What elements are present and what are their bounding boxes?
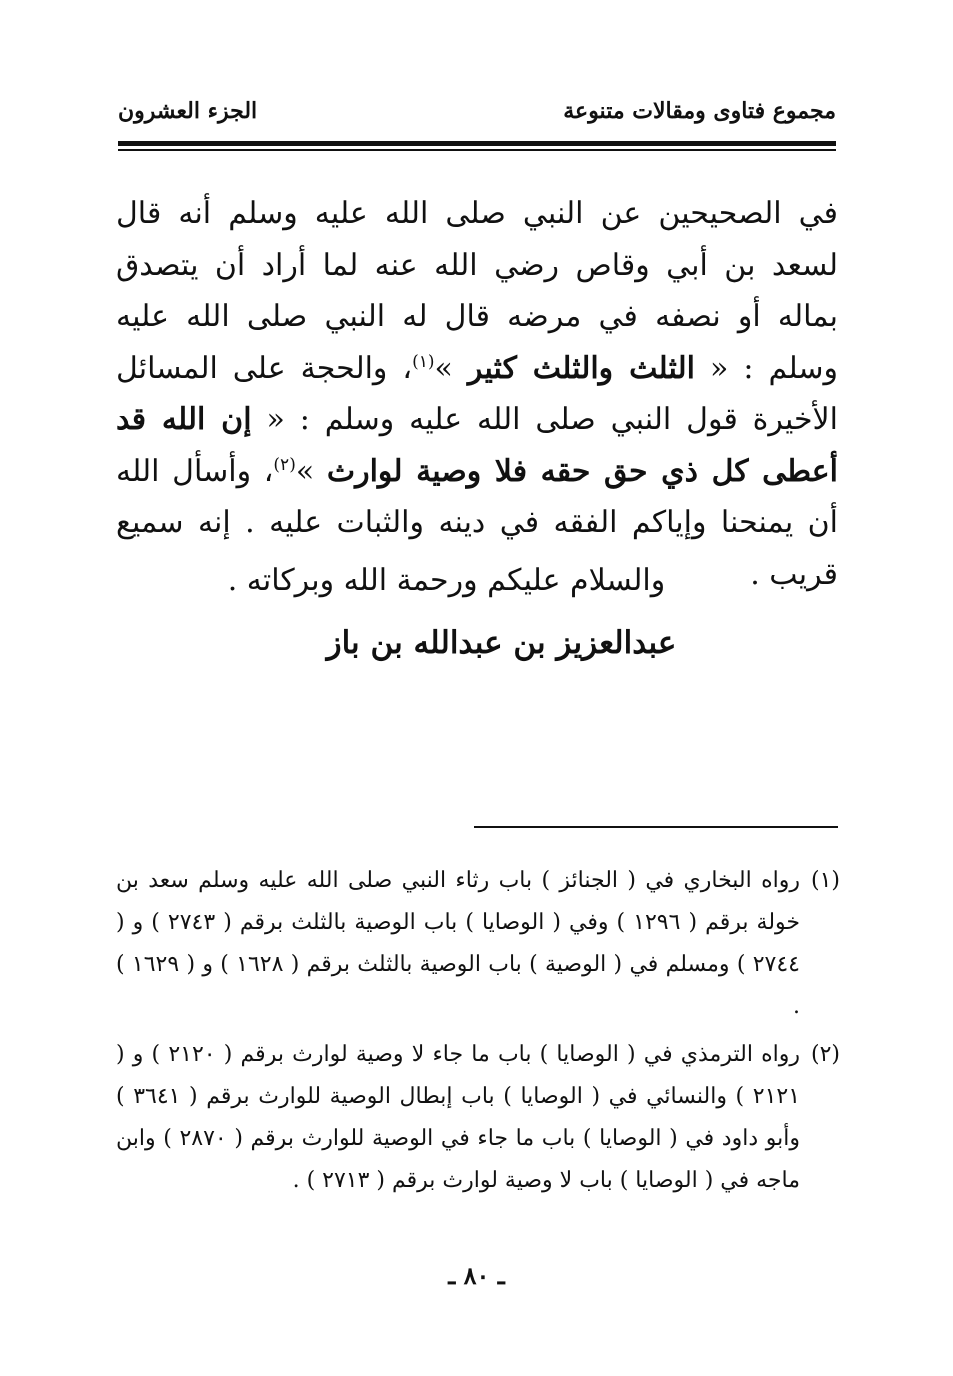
footnote-text: رواه الترمذي في ( الوصايا ) باب ما جاء لا وصية لوارث برقم ( ٢١٢٠ ) و ( ٢١٢١ ) والنسائي في ( الوصايا ) باب إبطال الوصية للوارث برقم ( ٣٦٤١ ) وأبو داود في ( الوصايا ) باب ما جاء في الوصية للوارث برقم ( ٢٨٧٠ ) وابن ماجه في ( الوصايا ) باب لا وصية لوارث برقم ( ٢٧١٣ ) . [116, 1042, 801, 1193]
footnotes [116, 860, 840, 1208]
footnote-text: رواه البخاري في ( الجنائز ) باب رثاء النبي صلى الله عليه وسلم سعد بن خولة برقم ( ١٢٩٦ ) وفي ( الوصايا ) باب الوصية بالثلث برقم ( ٢٧٤٣ ) و ( ٢٧٤٤ ) ومسلم في ( الوصية ) باب الوصية بالثلث برقم ( ١٦٢٨ ) و ( ١٦٢٩ ) . [116, 868, 800, 1019]
footnote-ref: (١) [412, 351, 435, 372]
header-rule-thin [118, 149, 836, 151]
footnote [116, 860, 840, 1028]
hadith-quote: إن الله قد أعطى كل ذي حق حقه فلا وصية لوارث [116, 402, 838, 489]
author-signature [0, 618, 953, 668]
page-number: ـ ٨٠ ـ [448, 1261, 505, 1290]
closing-salutation [0, 556, 953, 606]
footnote-ref: (٢) [273, 454, 296, 475]
text-segment: ، والحجة على المسائل الأخيرة قول النبي صلى الله عليه وسلم : « [116, 350, 838, 437]
footnote [116, 1034, 840, 1202]
footnote-number: (٢) [810, 1042, 840, 1067]
text-segment: في الصحيحين عن النبي صلى الله عليه وسلم أنه قال لسعد بن أبي وقاص رضي الله عنه لما أراد أن يتصدق بماله أو نصفه في مرضه قال له النبي صلى الله عليه وسلم : « [116, 196, 839, 386]
footnote-separator [474, 826, 838, 828]
text-segment: ، وأسأل الله أن يمنحنا وإياكم الفقه في دينه والثبات عليه . إنه سميع قريب . [116, 453, 838, 592]
quote-close: » [295, 453, 327, 489]
quote-close: » [434, 350, 468, 386]
header-rule-thick [118, 141, 836, 146]
running-header [118, 92, 836, 132]
volume-label: الجزء العشرون [118, 98, 258, 124]
footnote-number: (١) [810, 868, 840, 893]
main-paragraph [116, 188, 838, 600]
main-text [116, 188, 838, 600]
closing-text: والسلام عليكم ورحمة الله وبركاته . [227, 563, 666, 598]
signature-text: عبدالعزيز بن عبدالله بن باز [326, 625, 677, 661]
hadith-quote: الثلث والثلث كثير [467, 350, 695, 386]
book-title: مجموع فتاوى ومقالات متنوعة [563, 98, 836, 124]
